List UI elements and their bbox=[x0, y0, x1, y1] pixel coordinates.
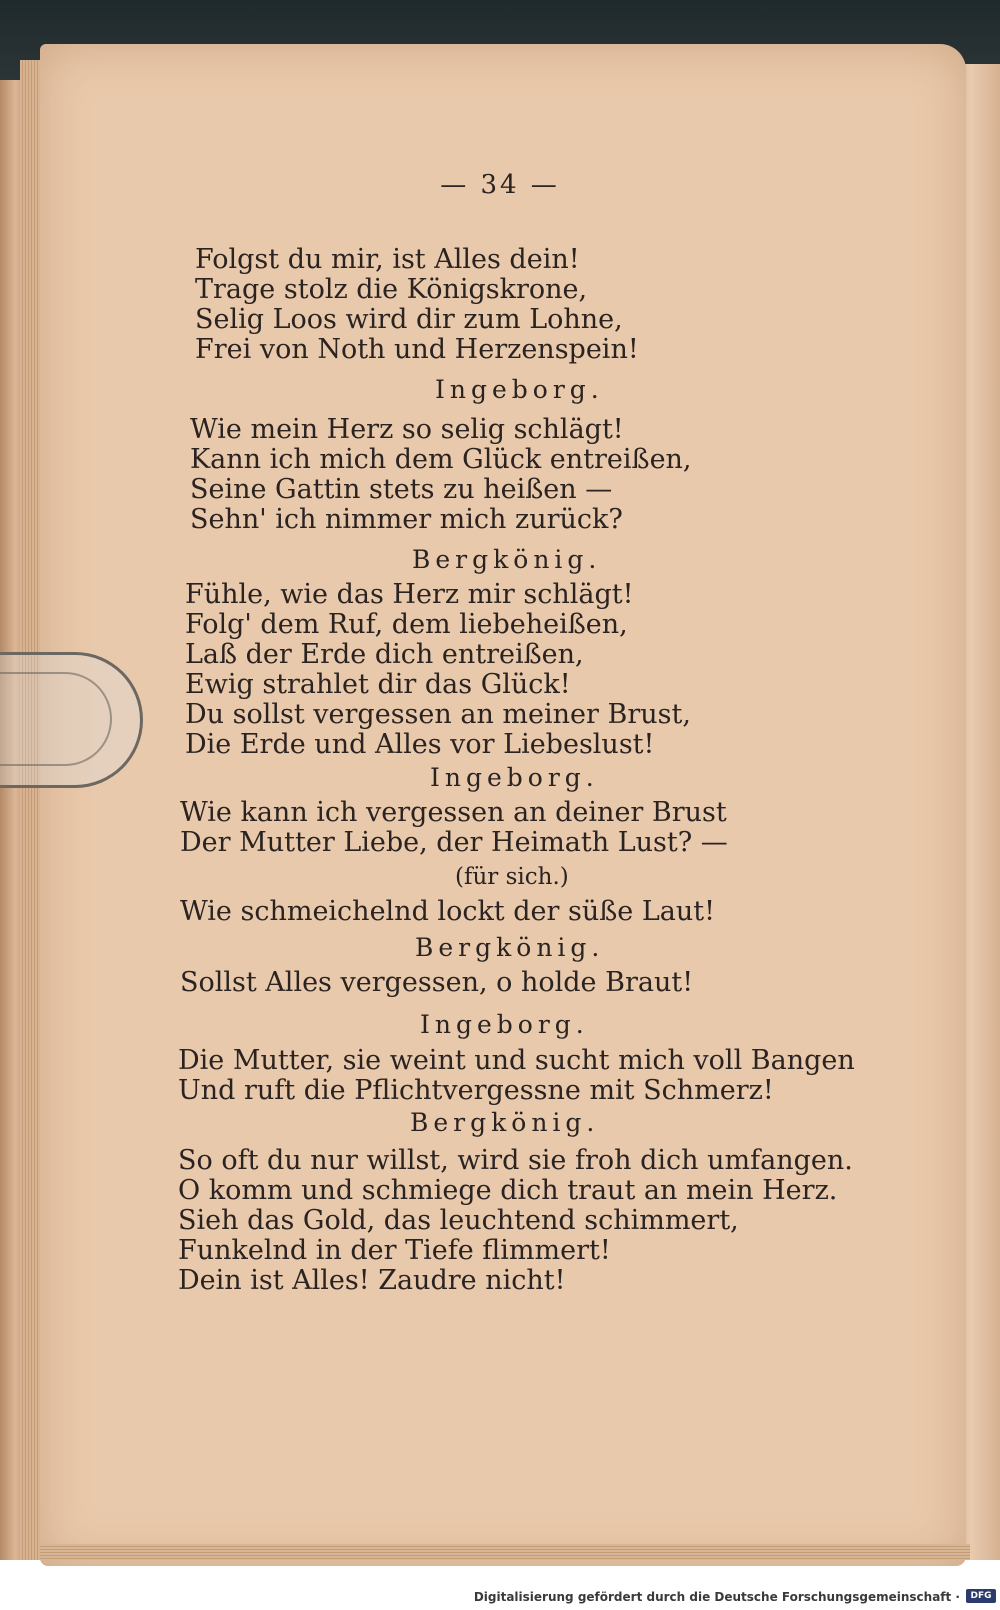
verse-line: Wie kann ich vergessen an deiner Brust bbox=[180, 797, 727, 828]
speaker-heading: Bergkönig. bbox=[412, 545, 602, 574]
verse-line: Fühle, wie das Herz mir schlägt! bbox=[185, 579, 634, 610]
stage-direction: (für sich.) bbox=[455, 864, 569, 890]
dfg-logo-icon: DFG bbox=[966, 1589, 996, 1603]
verse-line: Frei von Noth und Herzenspein! bbox=[195, 334, 639, 365]
speaker-heading: Bergkönig. bbox=[410, 1108, 600, 1137]
verse-line: Sehn' ich nimmer mich zurück? bbox=[190, 504, 623, 535]
verse-line: Dein ist Alles! Zaudre nicht! bbox=[178, 1265, 566, 1296]
verse-line: Selig Loos wird dir zum Lohne, bbox=[195, 304, 623, 335]
verse-line: Der Mutter Liebe, der Heimath Lust? — bbox=[180, 827, 728, 858]
verse-line: So oft du nur willst, wird sie froh dich umfangen. bbox=[178, 1145, 853, 1176]
page-edges-bottom bbox=[40, 1544, 970, 1560]
speaker-heading: Ingeborg. bbox=[420, 1010, 589, 1039]
verse-line: Wie schmeichelnd lockt der süße Laut! bbox=[180, 896, 715, 927]
verse-line: Seine Gattin stets zu heißen — bbox=[190, 474, 613, 505]
speaker-heading: Ingeborg. bbox=[435, 375, 604, 404]
page-clip-inner bbox=[0, 672, 112, 766]
verse-line: Und ruft die Pflichtvergessne mit Schmerz! bbox=[178, 1075, 774, 1106]
verse-line: Die Mutter, sie weint und sucht mich voll Bangen bbox=[178, 1045, 855, 1076]
verse-line: Trage stolz die Königskrone, bbox=[195, 274, 588, 305]
page-number: — 34 — bbox=[440, 170, 560, 200]
verse-line: Wie mein Herz so selig schlägt! bbox=[190, 414, 624, 445]
verse-line: Du sollst vergessen an meiner Brust, bbox=[185, 699, 691, 730]
verse-line: Laß der Erde dich entreißen, bbox=[185, 639, 584, 670]
verse-line: Folg' dem Ruf, dem liebeheißen, bbox=[185, 609, 628, 640]
page-edges-left bbox=[20, 60, 42, 1560]
verse-line: Folgst du mir, ist Alles dein! bbox=[195, 244, 580, 275]
verse-line: Funkelnd in der Tiefe flimmert! bbox=[178, 1235, 611, 1266]
funding-credit: Digitalisierung gefördert durch die Deutsche Forschungsgemeinschaft · bbox=[473, 1590, 960, 1604]
verse-line: Kann ich mich dem Glück entreißen, bbox=[190, 444, 692, 475]
speaker-heading: Ingeborg. bbox=[430, 763, 599, 792]
verse-line: Ewig strahlet dir das Glück! bbox=[185, 669, 571, 700]
speaker-heading: Bergkönig. bbox=[415, 933, 605, 962]
verse-line: Sieh das Gold, das leuchtend schimmert, bbox=[178, 1205, 739, 1236]
verse-line: Sollst Alles vergessen, o holde Braut! bbox=[180, 967, 694, 998]
verse-line: Die Erde und Alles vor Liebeslust! bbox=[185, 729, 655, 760]
verse-line: O komm und schmiege dich traut an mein Herz. bbox=[178, 1175, 838, 1206]
